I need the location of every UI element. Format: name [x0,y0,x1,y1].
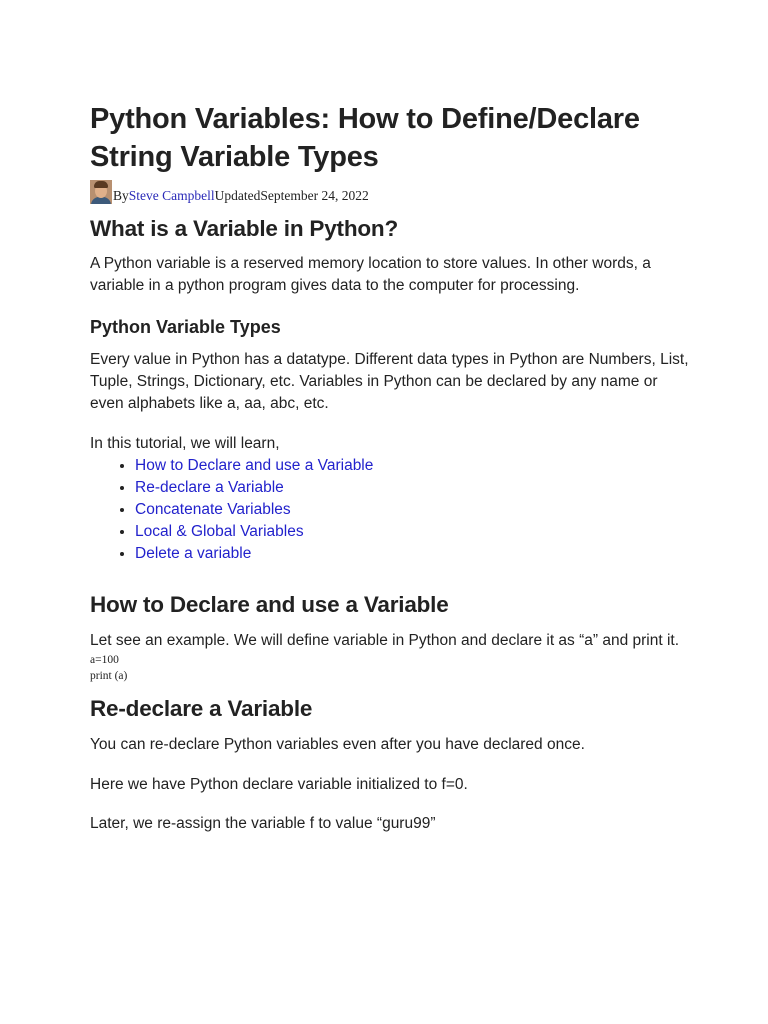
byline-by: By [113,188,129,203]
heading-declare-variable: How to Declare and use a Variable [90,592,449,617]
byline [90,178,690,204]
list-item [135,543,690,565]
heading-variable-types: Python Variable Types [90,317,281,337]
list-item [135,521,690,543]
paragraph-redeclare-2: Here we have Python declare variable initialized to f=0. [90,776,468,793]
toc-link-redeclare[interactable]: Re-declare a Variable [135,479,284,496]
list-item [135,477,690,499]
paragraph-redeclare-1: You can re-declare Python variables even after you have declared once. [90,736,585,753]
code-sample: a=100 print (a) [90,654,128,682]
toc-link-delete[interactable]: Delete a variable [135,545,252,562]
paragraph-what-is-variable: A Python variable is a reserved memory location to store values. In other words, a variable in a python program gives data to the computer for processing. [90,255,651,294]
list-item [135,455,690,477]
article [90,100,690,835]
byline-date: September 24, 2022 [260,188,369,203]
toc-link-concatenate[interactable]: Concatenate Variables [135,501,291,518]
paragraph-tutorial-intro: In this tutorial, we will learn, [90,435,280,452]
paragraph-variable-types: Every value in Python has a datatype. Different data types in Python are Numbers, List, Tuple, Strings, Dictionary, etc. Variables in Python can be declared by any name or even alphabets like a, aa, abc, etc. [90,351,689,412]
article-title: Python Variables: How to Define/Declare String Variable Types [90,103,640,173]
author-avatar [90,180,112,204]
toc-link-declare[interactable]: How to Declare and use a Variable [135,457,374,474]
paragraph-redeclare-3: Later, we re-assign the variable f to value “guru99” [90,815,436,832]
heading-redeclare-variable: Re-declare a Variable [90,696,313,721]
heading-what-is-variable: What is a Variable in Python? [90,216,399,241]
toc-link-local-global[interactable]: Local & Global Variables [135,523,304,540]
byline-updated-label: Updated [214,188,261,203]
table-of-contents [90,455,690,565]
paragraph-declare-variable: Let see an example. We will define variable in Python and declare it as “a” and print it. [90,632,680,649]
author-link[interactable]: Steve Campbell [128,188,215,203]
list-item [135,499,690,521]
